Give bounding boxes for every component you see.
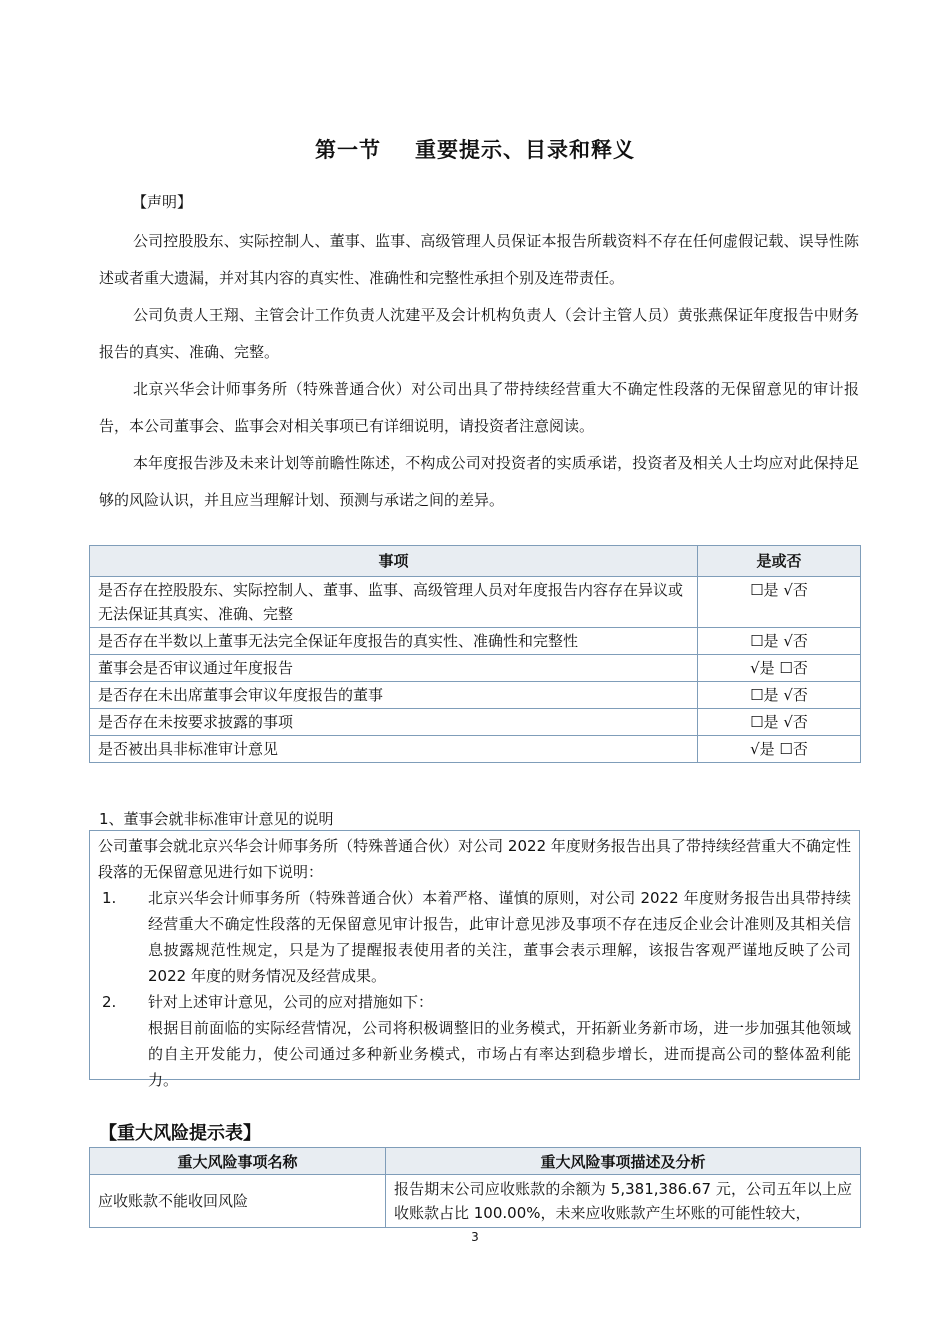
row-item: 是否被出具非标准审计意见: [90, 736, 698, 763]
declaration-paragraph: 本年度报告涉及未来计划等前瞻性陈述，不构成公司对投资者的实质承诺，投资者及相关人士均应对此保持足够的风险认识，并且应当理解计划、预测与承诺之间的差异。: [99, 454, 859, 509]
row-answer: ☐是 √否: [698, 628, 861, 655]
row-item: 是否存在半数以上董事无法完全保证年度报告的真实性、准确性和完整性: [90, 628, 698, 655]
table-row: [90, 682, 861, 709]
table-header-row: [90, 546, 861, 577]
row-item: 是否存在未出席董事会审议年度报告的董事: [90, 682, 698, 709]
header-risk-desc: 重大风险事项描述及分析: [386, 1148, 861, 1175]
audit-note-item: [90, 885, 859, 989]
table-row: [90, 577, 861, 628]
section-heading: 重要提示、目录和释义: [415, 138, 635, 162]
audit-note-intro: 公司董事会就北京兴华会计师事务所（特殊普通合伙）对公司 2022 年度财务报告出具了带持续经营重大不确定性段落的无保留意见进行如下说明：: [98, 837, 851, 881]
confirmation-table: [89, 545, 861, 763]
row-answer: √是 ☐否: [698, 736, 861, 763]
risk-description: 报告期末公司应收账款的余额为 5,381,386.67 元，公司五年以上应收账款占比 100.00%，未来应收账款产生坏账的可能性较大，: [386, 1175, 861, 1228]
table-row: [90, 628, 861, 655]
table-row: [90, 736, 861, 763]
page-number: 3: [471, 1230, 479, 1244]
risk-table-heading: 【重大风险提示表】: [99, 1123, 261, 1144]
audit-note-item: [90, 989, 859, 1015]
row-item: 是否存在控股股东、实际控制人、董事、监事、高级管理人员对年度报告内容存在异议或无法保证其真实、准确、完整: [90, 577, 698, 628]
table-row: [90, 709, 861, 736]
table-header-row: [90, 1148, 861, 1175]
header-item: 事项: [90, 546, 698, 577]
table-row: [90, 655, 861, 682]
audit-note-box: [89, 830, 860, 1089]
declaration-heading: 【声明】: [132, 193, 193, 211]
row-answer: ☐是 √否: [698, 577, 861, 628]
item-number: 1.: [102, 889, 117, 907]
declaration-paragraph: 公司负责人王翔、主管会计工作负责人沈建平及会计机构负责人（会计主管人员）黄张燕保证年度报告中财务报告的真实、准确、完整。: [99, 306, 859, 361]
row-item: 董事会是否审议通过年度报告: [90, 655, 698, 682]
declaration-paragraph: 公司控股股东、实际控制人、董事、监事、高级管理人员保证本报告所载资料不存在任何虚假记载、误导性陈述或者重大遗漏，并对其内容的真实性、准确性和完整性承担个别及连带责任。: [99, 232, 859, 287]
row-item: 是否存在未按要求披露的事项: [90, 709, 698, 736]
audit-note-measures: [90, 1015, 859, 1093]
header-risk-name: 重大风险事项名称: [90, 1148, 386, 1175]
item-text: 北京兴华会计师事务所（特殊普通合伙）本着严格、谨慎的原则，对公司 2022 年度财务报告出具带持续经营重大不确定性段落的无保留意见审计报告，此审计意见涉及事项不存在违反企业会计准则及其相关信息披露规范性规定，只是为了提醒报表使用者的关注，董事会表示理解，该报告客观严谨地反映了公司 2022 年度的财务情况及经营成果。: [148, 889, 851, 985]
row-answer: ☐是 √否: [698, 682, 861, 709]
item-number: 2.: [102, 993, 117, 1011]
table-row: [90, 1175, 861, 1228]
declaration-paragraph: 北京兴华会计师事务所（特殊普通合伙）对公司出具了带持续经营重大不确定性段落的无保留意见的审计报告，本公司董事会、监事会对相关事项已有详细说明，请投资者注意阅读。: [99, 380, 859, 435]
item-text: 针对上述审计意见，公司的应对措施如下：: [148, 993, 434, 1011]
risk-table: [89, 1147, 861, 1228]
header-yes-no: 是或否: [698, 546, 861, 577]
risk-name: 应收账款不能收回风险: [90, 1175, 386, 1228]
measures-text: 根据目前面临的实际经营情况，公司将积极调整旧的业务模式，开拓新业务新市场，进一步加强其他领域的自主开发能力，使公司通过多种新业务模式，市场占有率达到稳步增长，进而提高公司的整体盈利能力。: [148, 1019, 851, 1089]
row-answer: √是 ☐否: [698, 655, 861, 682]
audit-note-heading: 1、董事会就非标准审计意见的说明: [99, 810, 334, 828]
section-number: 第一节: [315, 138, 381, 162]
row-answer: ☐是 √否: [698, 709, 861, 736]
section-title: [0, 134, 950, 164]
